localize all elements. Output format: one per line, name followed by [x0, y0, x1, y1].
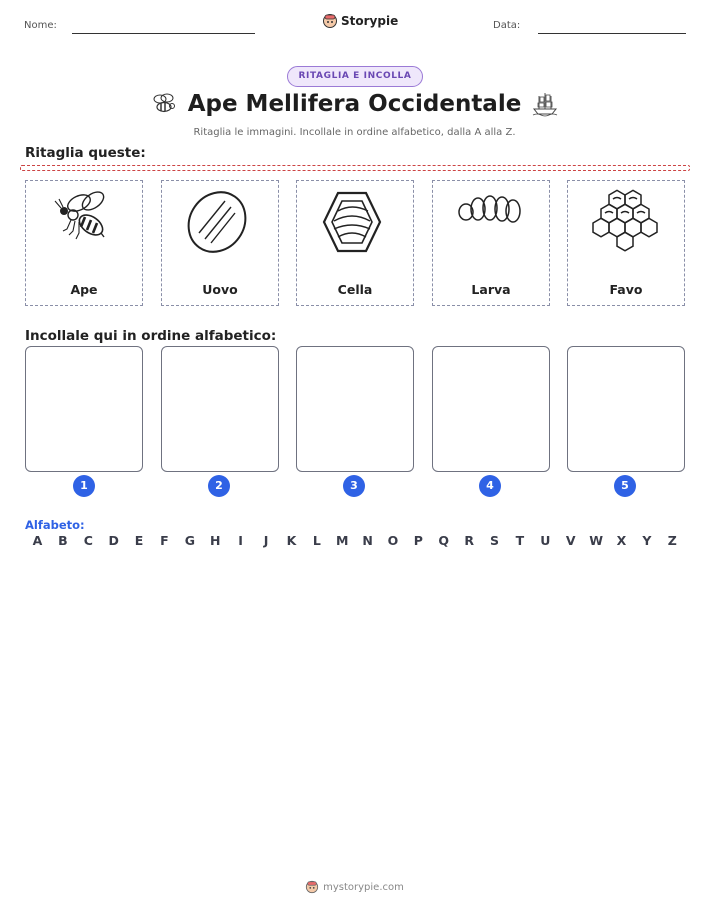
alphabet-letter: Z — [667, 533, 677, 548]
storypie-mascot-icon — [322, 13, 338, 29]
alphabet-letter: D — [108, 533, 119, 548]
alphabet-letter: P — [413, 533, 423, 548]
date-label: Data: — [493, 20, 521, 31]
alphabet-letter: S — [490, 533, 500, 548]
egg-icon — [185, 189, 257, 255]
alphabet-letter: K — [286, 533, 297, 548]
slot-number-badge: 5 — [614, 475, 636, 497]
bee-icon — [49, 189, 121, 249]
ship-icon — [531, 91, 559, 117]
footer — [0, 880, 709, 894]
alphabet-letter: E — [134, 533, 144, 548]
alphabet-row — [25, 533, 685, 548]
title-row — [0, 91, 709, 117]
card-label: Larva — [471, 282, 511, 297]
alphabet-letter: R — [464, 533, 474, 548]
alphabet-letter: B — [58, 533, 68, 548]
bee-icon — [150, 92, 178, 116]
paste-slot-4[interactable] — [432, 346, 550, 472]
paste-slot-3[interactable] — [296, 346, 414, 472]
cut-section-title: Ritaglia queste: — [25, 145, 146, 161]
alphabet-letter: L — [312, 533, 321, 548]
alphabet-letter: T — [515, 533, 525, 548]
slot-number-badge: 4 — [479, 475, 501, 497]
paste-section-title: Incollale qui in ordine alfabetico: — [25, 328, 277, 344]
paste-slot-1[interactable] — [25, 346, 143, 472]
card-label: Ape — [70, 282, 98, 297]
cutout-card-egg[interactable] — [161, 180, 279, 306]
alphabet-letter: G — [184, 533, 195, 548]
brand-logo — [322, 13, 398, 29]
brand-name: Storypie — [341, 14, 399, 28]
date-field[interactable] — [538, 33, 686, 34]
alphabet-letter: X — [616, 533, 627, 548]
alphabet-title: Alfabeto: — [25, 518, 85, 532]
alphabet-letter: Y — [642, 533, 652, 548]
cutout-card-cell[interactable] — [296, 180, 414, 306]
footer-url[interactable]: mystorypie.com — [323, 881, 404, 893]
alphabet-letter: N — [362, 533, 373, 548]
alphabet-letter: W — [589, 533, 603, 548]
cell-icon — [320, 189, 392, 255]
alphabet-letter: H — [210, 533, 221, 548]
instructions: Ritaglia le immagini. Incollale in ordine alfabetico, dalla A alla Z. — [193, 127, 516, 138]
alphabet-letter: F — [160, 533, 169, 548]
alphabet-letter: U — [540, 533, 551, 548]
page-title: Ape Mellifera Occidentale — [187, 91, 522, 117]
alphabet-letter: O — [387, 533, 399, 548]
storypie-mascot-icon — [305, 880, 319, 894]
cutout-card-honeycomb[interactable] — [567, 180, 685, 306]
name-label: Nome: — [24, 20, 57, 31]
larva-icon — [456, 189, 528, 229]
paste-slot-5[interactable] — [567, 346, 685, 472]
alphabet-letter: M — [335, 533, 349, 548]
card-label: Cella — [337, 282, 373, 297]
name-field[interactable] — [72, 33, 255, 34]
alphabet-letter: J — [263, 533, 269, 548]
paste-slot-2[interactable] — [161, 346, 279, 472]
alphabet-letter: Q — [438, 533, 450, 548]
honeycomb-icon — [591, 189, 663, 255]
slot-number-badge: 3 — [343, 475, 365, 497]
alphabet-letter: I — [238, 533, 243, 548]
alphabet-letter: V — [565, 533, 576, 548]
alphabet-letter: A — [32, 533, 43, 548]
alphabet-letter: C — [83, 533, 93, 548]
slot-number-badge: 1 — [73, 475, 95, 497]
cutout-card-larva[interactable] — [432, 180, 550, 306]
card-label: Uovo — [202, 282, 238, 297]
cutout-card-bee[interactable] — [25, 180, 143, 306]
activity-badge: RITAGLIA E INCOLLA — [287, 66, 423, 87]
cut-line — [20, 165, 690, 171]
card-label: Favo — [609, 282, 643, 297]
slot-number-badge: 2 — [208, 475, 230, 497]
